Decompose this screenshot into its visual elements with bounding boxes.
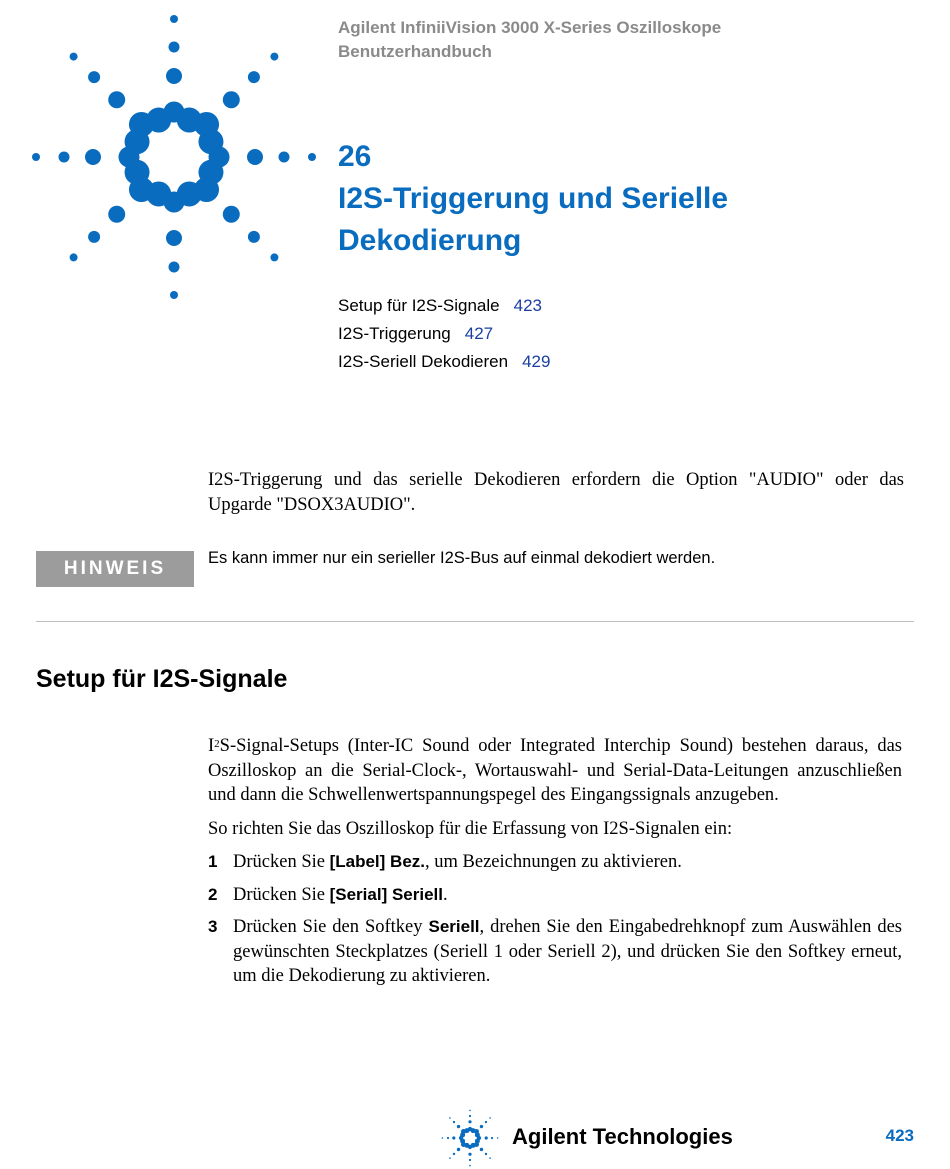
logo-dot [166, 230, 182, 246]
logo-dot [247, 149, 263, 165]
footer-brand: Agilent Technologies [512, 1124, 733, 1149]
logo-dot [88, 231, 100, 243]
chapter-toc [338, 292, 550, 376]
step-text-post: , um Bezeichnungen zu aktivieren. [425, 852, 682, 872]
section-title: Setup für I2S-Signale [36, 665, 288, 693]
logo-dot [449, 1157, 451, 1159]
logo-dot [453, 1153, 455, 1155]
logo-dot [170, 15, 178, 23]
step-number: 1 [208, 852, 218, 871]
toc-item[interactable] [338, 292, 550, 320]
logo-dot [480, 1148, 483, 1151]
logo-dot [468, 1120, 471, 1123]
step-key: [Label] Bez. [329, 852, 425, 871]
logo-dot [460, 1139, 465, 1144]
step-text-post: . [442, 884, 448, 905]
logo-dot [125, 160, 150, 185]
step-text-pre: Drücken Sie [233, 852, 330, 872]
note-badge: HINWEIS [36, 551, 194, 587]
logo-dot [166, 68, 182, 84]
logo-dot [449, 1117, 451, 1119]
step-text-pre: Drücken Sie den Softkey [233, 917, 429, 937]
logo-dot [469, 1165, 471, 1167]
toc-item-label: I2S-Triggerung [338, 324, 451, 343]
logo-dot [146, 181, 171, 206]
logo-dot [471, 1128, 476, 1133]
page-number: 423 [885, 1126, 914, 1145]
document-header [338, 16, 721, 64]
toc-item[interactable] [338, 348, 550, 376]
logo-dot [457, 1148, 460, 1151]
logo-dot [70, 53, 78, 61]
logo-dot [177, 108, 202, 133]
toc-item[interactable] [338, 320, 550, 348]
logo-dot [70, 253, 78, 261]
logo-dot [308, 153, 316, 161]
intro-paragraph: I2S-Triggerung und das serielle Dekodieren erfordern die Option "AUDIO" oder das Upgarde "DSOX3AUDIO". [208, 470, 904, 515]
logo-dot [468, 1153, 471, 1156]
body-paragraph [208, 734, 902, 808]
step-text [233, 915, 902, 989]
logo-dot [108, 206, 125, 223]
logo-dot [464, 1128, 469, 1133]
logo-dot [32, 153, 40, 161]
logo-dot [270, 53, 278, 61]
logo-dot [59, 152, 70, 163]
logo-dot [108, 91, 125, 108]
step-text [233, 850, 902, 875]
logo-dot [489, 1117, 491, 1119]
logo-dot [270, 253, 278, 261]
logo-dot [447, 1137, 449, 1139]
step-key: Seriell [428, 917, 480, 936]
section-body [208, 734, 902, 997]
logo-dot [469, 1110, 471, 1112]
logo-dot [85, 149, 101, 165]
logo-dot [471, 1143, 476, 1148]
logo-dot [169, 42, 180, 53]
note-text: Es kann immer nur ein serieller I2S-Bus auf einmal dekodiert werden. [208, 549, 716, 567]
para1-superscript: 2 [214, 738, 220, 750]
logo-dot [453, 1121, 455, 1123]
logo-dot [146, 108, 171, 133]
logo-dot [497, 1137, 499, 1139]
toc-item-page[interactable]: 427 [464, 324, 494, 343]
section-divider [36, 621, 914, 622]
chapter-title-line1: I2S-Triggerung und Serielle [338, 182, 729, 215]
header-doc-type: Benutzerhandbuch [338, 42, 492, 61]
toc-item-label: I2S-Seriell Dekodieren [338, 352, 509, 371]
logo-dot [88, 71, 100, 83]
step-item [208, 850, 902, 875]
agilent-spark-small-logo [440, 1109, 500, 1169]
step-text [233, 883, 902, 908]
logo-dot [177, 181, 202, 206]
step-number: 2 [208, 884, 218, 904]
logo-dot [491, 1137, 493, 1139]
toc-item-page[interactable]: 423 [513, 296, 542, 315]
logo-dot [248, 71, 260, 83]
logo-dot [248, 231, 260, 243]
logo-dot [464, 1143, 469, 1148]
logo-dot [198, 129, 223, 154]
logo-dot [475, 1132, 480, 1137]
agilent-spark-logo [30, 14, 320, 304]
body-paragraph: So richten Sie das Oszilloskop für die Erfassung von I2S-Signalen ein: [208, 818, 733, 839]
logo-dot [279, 152, 290, 163]
logo-dot [457, 1125, 460, 1128]
step-item [208, 883, 902, 908]
logo-dot [475, 1139, 480, 1144]
logo-dot [460, 1132, 465, 1137]
header-product: Agilent InfiniiVision 3000 X-Series Oszilloskope [338, 18, 722, 37]
logo-dot [480, 1125, 483, 1128]
logo-dot [485, 1136, 488, 1139]
logo-dot [198, 160, 223, 185]
logo-dot [489, 1157, 491, 1159]
chapter-number: 26 [338, 140, 372, 173]
toc-item-page[interactable]: 429 [522, 352, 551, 371]
step-text-post: , drehen Sie den Eingabedrehknopf zum Auswählen des gewünschten Steckplatzes (Seriell 1 oder Seriell 2), und drücken Sie den Softkey erneut, um die Dekodierung zu aktivieren. [233, 917, 902, 986]
logo-dot [442, 1137, 444, 1139]
step-item [208, 915, 902, 989]
logo-dot [169, 262, 180, 273]
chapter-heading [338, 136, 728, 262]
logo-dot [223, 206, 240, 223]
logo-dot [469, 1115, 471, 1117]
logo-dot [485, 1153, 487, 1155]
logo-dot [125, 129, 150, 154]
logo-dot [452, 1136, 455, 1139]
logo-dot [469, 1159, 471, 1161]
step-number: 3 [208, 917, 218, 936]
step-text-pre: Drücken Sie [233, 884, 330, 905]
logo-dot [170, 291, 178, 299]
toc-item-label: Setup für I2S-Signale [338, 296, 500, 315]
step-key: [Serial] Seriell [329, 884, 443, 904]
para1-prefix: I [208, 736, 215, 756]
logo-dot [485, 1121, 487, 1123]
chapter-title-line2: Dekodierung [338, 224, 522, 257]
logo-dot [223, 91, 240, 108]
para1-rest: S-Signal-Setups (Inter-IC Sound oder Integrated Interchip Sound) bestehen daraus, das Oszilloskop an die Serial-Clock-, Wortauswahl- und Serial-Data-Leitungen anzuschließen und dann die Schwellenwertspannungspegel des Eingangssignals anzugeben. [208, 736, 902, 805]
